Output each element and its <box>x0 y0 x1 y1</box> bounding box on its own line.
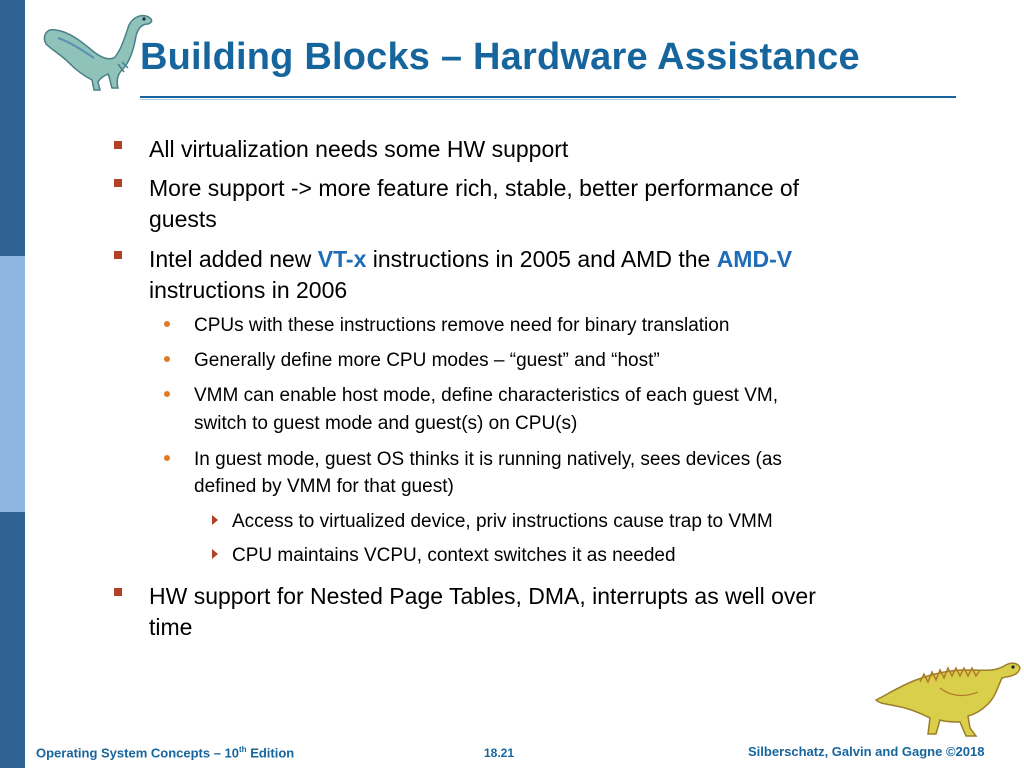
tertiary-bullet-text: Access to virtualized device, priv instructions cause trap to VMM <box>232 511 773 532</box>
vt-x-highlight: VT-x <box>317 246 367 272</box>
square-bullet-icon <box>114 179 122 187</box>
tertiary-bullet-text: CPU maintains VCPU, context switches it as needed <box>232 545 676 566</box>
triangle-bullet-icon <box>212 515 218 525</box>
bullet-text <box>149 246 792 273</box>
bullet-text-segment: Intel added new <box>149 246 318 272</box>
bullet-text-continuation: instructions in 2006 <box>149 277 348 303</box>
footer-book-title-edition: Edition <box>246 745 295 761</box>
sub-bullet-text: In guest mode, guest OS thinks it is running natively, sees devices (as <box>194 449 782 470</box>
square-bullet-icon <box>114 588 122 596</box>
slide-number: 18.21 <box>484 746 515 760</box>
slide-title: Building Blocks – Hardware Assistance <box>140 36 860 78</box>
bullet-text: All virtualization needs some HW support <box>149 136 569 162</box>
square-bullet-icon <box>114 141 122 149</box>
footer-book-title <box>36 745 294 760</box>
bullet-text: More support -> more feature rich, stable, better performance of <box>149 175 800 201</box>
square-bullet-icon <box>114 251 122 259</box>
sub-bullet-text: Generally define more CPU modes – “guest” and “host” <box>194 350 660 371</box>
dot-bullet-icon <box>164 356 170 362</box>
sub-bullet-text: CPUs with these instructions remove need for binary translation <box>194 315 730 336</box>
dinosaur-logo-icon <box>870 656 1022 740</box>
bullet-text-continuation: guests <box>149 206 217 232</box>
footer-book-title-text: Operating System Concepts – 10 <box>36 745 240 761</box>
bullet-text: HW support for Nested Page Tables, DMA, interrupts as well over <box>149 583 816 609</box>
bullet-text-segment: instructions in 2005 and AMD the <box>366 246 717 272</box>
sub-bullet-text: VMM can enable host mode, define characteristics of each guest VM, <box>194 385 779 406</box>
sub-bullet-text-continuation: defined by VMM for that guest) <box>194 476 454 497</box>
amd-v-highlight: AMD-V <box>716 246 793 272</box>
sub-bullet-text-continuation: switch to guest mode and guest(s) on CPU(s) <box>194 413 578 434</box>
bullet-text-continuation: time <box>149 614 193 640</box>
dot-bullet-icon <box>164 321 170 327</box>
dot-bullet-icon <box>164 455 170 461</box>
footer-edition-superscript: th <box>239 745 247 754</box>
dot-bullet-icon <box>164 391 170 397</box>
triangle-bullet-icon <box>212 549 218 559</box>
footer-authors: Silberschatz, Galvin and Gagne ©2018 <box>748 744 985 759</box>
